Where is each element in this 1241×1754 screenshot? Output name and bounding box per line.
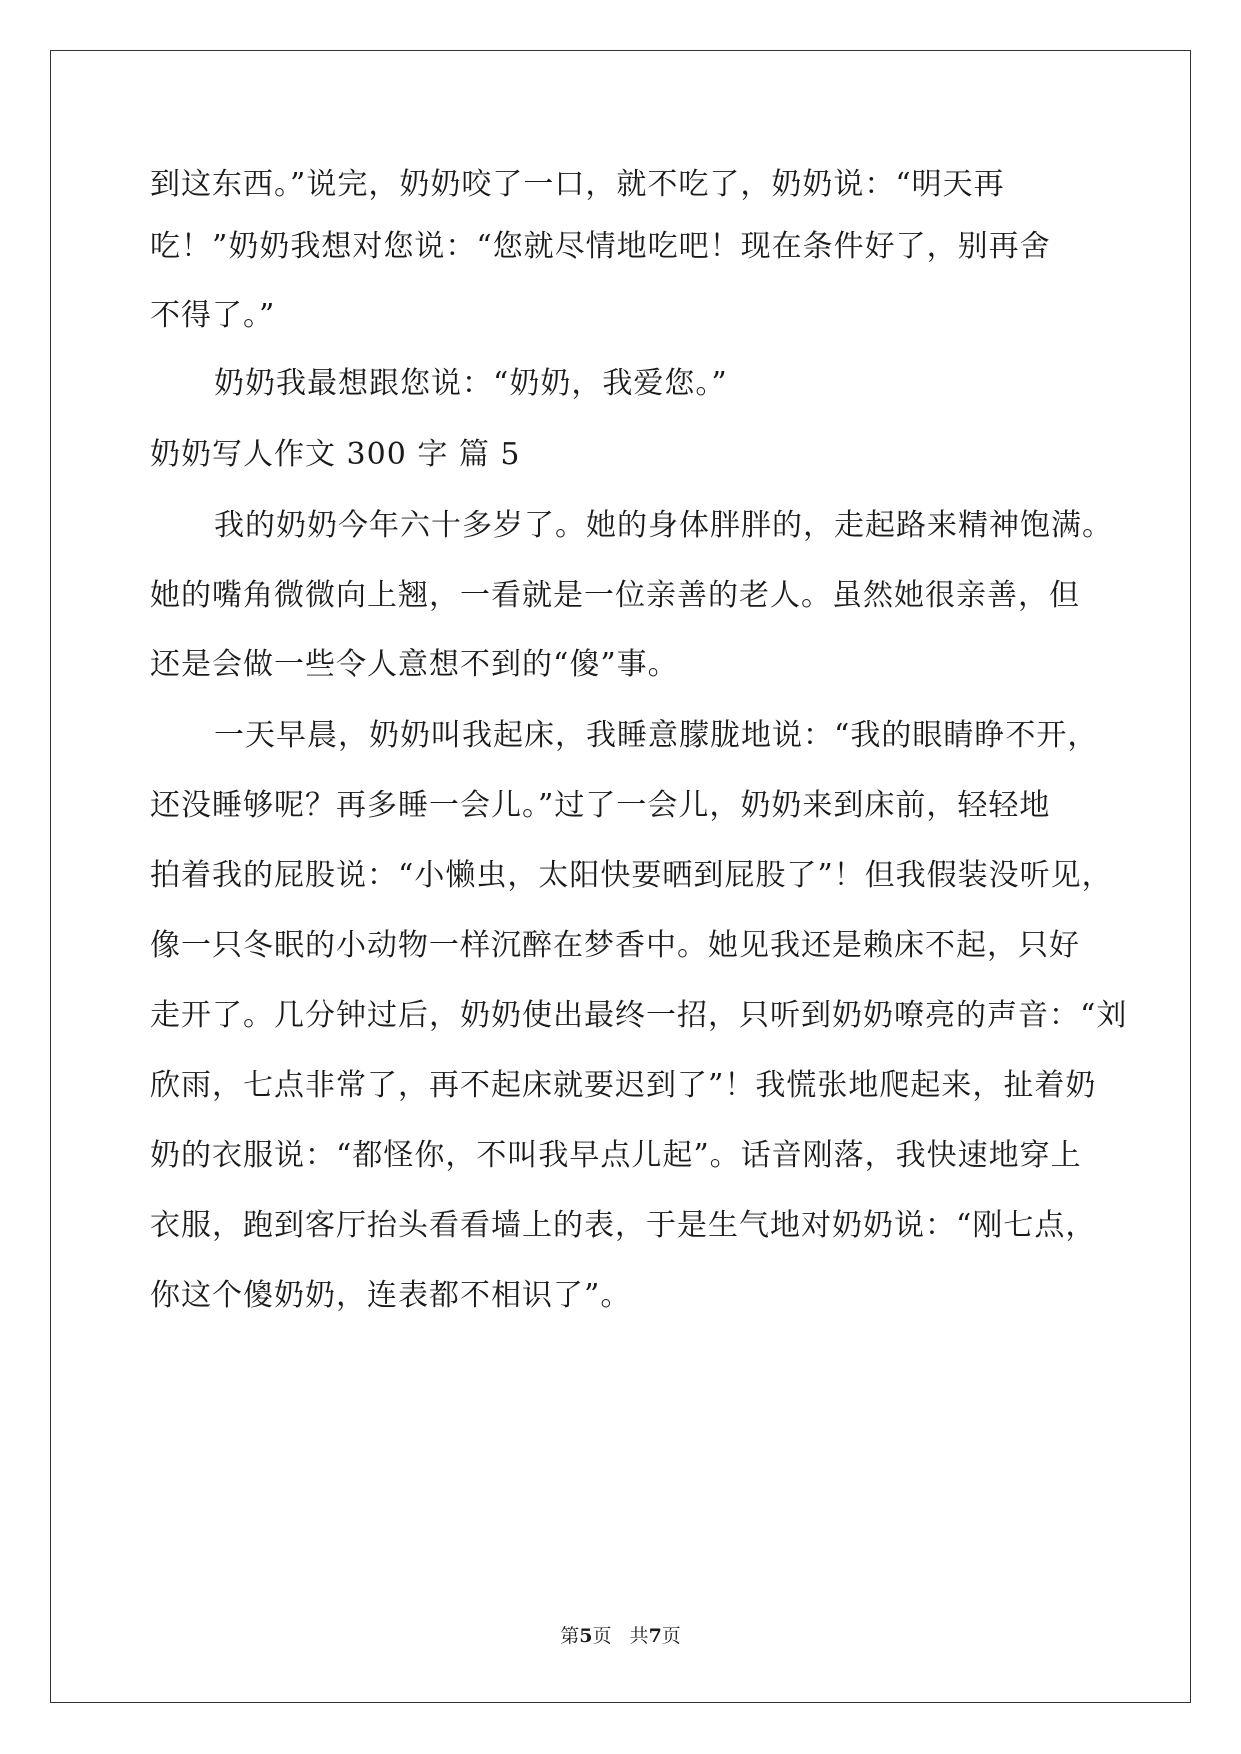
text-line: 像一只冬眠的小动物一样沉醉在梦香中。她见我还是赖床不起，只好 <box>150 928 1080 963</box>
footer-mid: 页 共 <box>592 1625 649 1647</box>
text-line: 她的嘴角微微向上翘，一看就是一位亲善的老人。虽然她很亲善，但 <box>150 578 1080 613</box>
text-line: 吃！”奶奶我想对您说：“您就尽情地吃吧！现在条件好了，别再舍 <box>150 229 1051 264</box>
text-line: 你这个傻奶奶，连表都不相识了”。 <box>150 1278 632 1313</box>
text-line: 奶的衣服说：“都怪你，不叫我早点儿起”。话音刚落，我快速地穿上 <box>150 1138 1082 1173</box>
text-line: 走开了。几分钟过后，奶奶使出最终一招，只听到奶奶嘹亮的声音：“刘 <box>150 998 1128 1033</box>
paragraph-line: 一天早晨，奶奶叫我起床，我睡意朦胧地说：“我的眼睛睁不开， <box>214 718 1099 753</box>
paragraph-line: 奶奶我最想跟您说：“奶奶，我爱您。” <box>214 366 728 401</box>
footer-prefix: 第 <box>560 1625 580 1647</box>
page-footer <box>0 1624 1241 1648</box>
paragraph-line: 我的奶奶今年六十多岁了。她的身体胖胖的，走起路来精神饱满。 <box>214 508 1113 543</box>
text-line: 到这东西。”说完，奶奶咬了一口，就不吃了，奶奶说：“明天再 <box>150 167 1005 202</box>
text-line: 衣服，跑到客厅抬头看看墙上的表，于是生气地对奶奶说：“刚七点， <box>150 1208 1097 1243</box>
text-line: 欣雨，七点非常了，再不起床就要迟到了”！我慌张地爬起来，扯着奶 <box>150 1068 1097 1103</box>
text-line: 不得了。” <box>150 298 276 333</box>
text-line: 拍着我的屁股说：“小懒虫，太阳快要晒到屁股了”！但我假装没听见， <box>150 858 1113 893</box>
footer-suffix: 页 <box>661 1625 681 1647</box>
text-line: 还没睡够呢？再多睡一会儿。”过了一会儿，奶奶来到床前，轻轻地 <box>150 788 1051 823</box>
total-page-number: 7 <box>648 1625 662 1647</box>
section-heading: 奶奶写人作文 300 字 篇 5 <box>150 437 521 472</box>
text-line: 还是会做一些令人意想不到的“傻”事。 <box>150 647 679 682</box>
current-page-number: 5 <box>579 1625 593 1647</box>
